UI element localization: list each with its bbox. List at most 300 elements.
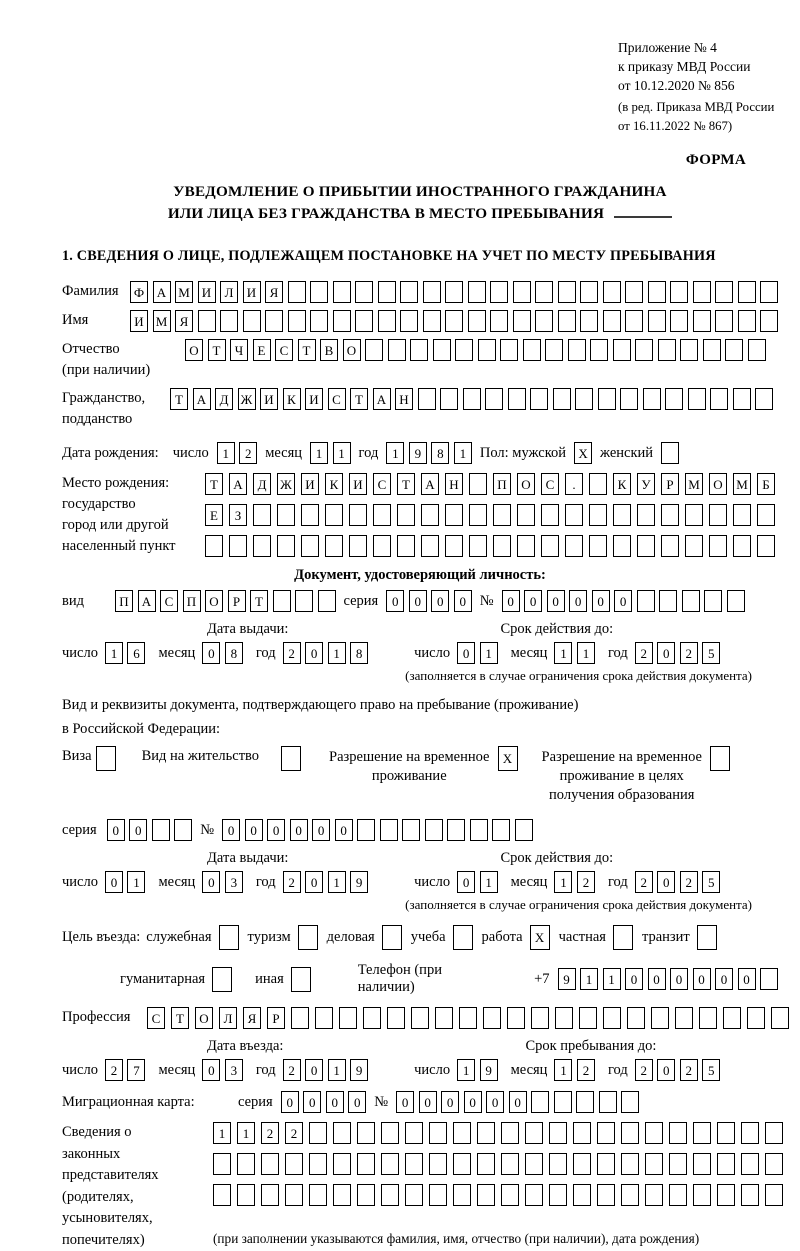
char-cell[interactable]: 0 xyxy=(202,871,220,893)
char-cell[interactable]: 9 xyxy=(558,968,576,990)
char-cell[interactable]: И xyxy=(301,473,319,495)
char-cell[interactable] xyxy=(580,281,598,303)
char-cell[interactable] xyxy=(703,339,721,361)
char-cell[interactable]: С xyxy=(160,590,178,612)
char-cell[interactable]: 1 xyxy=(580,968,598,990)
char-cell[interactable] xyxy=(501,1153,519,1175)
char-cell[interactable] xyxy=(613,535,631,557)
char-cell[interactable] xyxy=(357,1122,375,1144)
birthplace-row1-input[interactable] xyxy=(205,473,775,495)
char-cell[interactable] xyxy=(597,1184,615,1206)
char-cell[interactable]: Т xyxy=(250,590,268,612)
char-cell[interactable]: X xyxy=(530,925,550,950)
char-cell[interactable] xyxy=(459,1007,477,1029)
char-cell[interactable] xyxy=(349,504,367,526)
char-cell[interactable] xyxy=(285,1153,303,1175)
char-cell[interactable] xyxy=(643,388,661,410)
char-cell[interactable] xyxy=(693,1184,711,1206)
char-cell[interactable] xyxy=(373,535,391,557)
char-cell[interactable] xyxy=(565,504,583,526)
char-cell[interactable] xyxy=(717,1122,735,1144)
char-cell[interactable] xyxy=(381,1184,399,1206)
char-cell[interactable] xyxy=(357,1153,375,1175)
char-cell[interactable] xyxy=(680,339,698,361)
char-cell[interactable] xyxy=(590,339,608,361)
resdoc-valid-year-input[interactable] xyxy=(635,871,721,893)
migration-number-input[interactable] xyxy=(396,1091,639,1113)
citizenship-input[interactable] xyxy=(170,388,773,410)
char-cell[interactable]: Н xyxy=(445,473,463,495)
char-cell[interactable] xyxy=(493,504,511,526)
char-cell[interactable]: Р xyxy=(661,473,679,495)
char-cell[interactable] xyxy=(429,1184,447,1206)
char-cell[interactable]: Р xyxy=(267,1007,285,1029)
char-cell[interactable]: 2 xyxy=(239,442,257,464)
char-cell[interactable]: 2 xyxy=(577,871,595,893)
char-cell[interactable] xyxy=(429,1153,447,1175)
char-cell[interactable]: 0 xyxy=(715,968,733,990)
char-cell[interactable]: 0 xyxy=(441,1091,459,1113)
char-cell[interactable]: Т xyxy=(170,388,188,410)
char-cell[interactable]: Е xyxy=(205,504,223,526)
char-cell[interactable] xyxy=(658,339,676,361)
char-cell[interactable] xyxy=(410,339,428,361)
char-cell[interactable]: 1 xyxy=(105,642,123,664)
char-cell[interactable]: 1 xyxy=(480,871,498,893)
char-cell[interactable] xyxy=(380,819,398,841)
char-cell[interactable]: О xyxy=(195,1007,213,1029)
char-cell[interactable] xyxy=(333,1122,351,1144)
char-cell[interactable] xyxy=(531,1091,549,1113)
char-cell[interactable]: М xyxy=(733,473,751,495)
char-cell[interactable]: В xyxy=(320,339,338,361)
char-cell[interactable] xyxy=(579,1007,597,1029)
char-cell[interactable] xyxy=(400,310,418,332)
char-cell[interactable]: 0 xyxy=(657,642,675,664)
char-cell[interactable] xyxy=(513,281,531,303)
char-cell[interactable] xyxy=(357,1184,375,1206)
char-cell[interactable]: К xyxy=(325,473,343,495)
char-cell[interactable]: 0 xyxy=(625,968,643,990)
char-cell[interactable] xyxy=(661,535,679,557)
char-cell[interactable] xyxy=(670,310,688,332)
char-cell[interactable] xyxy=(613,339,631,361)
char-cell[interactable] xyxy=(219,925,239,950)
char-cell[interactable] xyxy=(318,590,336,612)
char-cell[interactable] xyxy=(621,1091,639,1113)
char-cell[interactable] xyxy=(507,1007,525,1029)
char-cell[interactable] xyxy=(558,310,576,332)
char-cell[interactable]: 0 xyxy=(305,871,323,893)
char-cell[interactable]: Т xyxy=(171,1007,189,1029)
char-cell[interactable]: 0 xyxy=(657,871,675,893)
valid-day-input[interactable] xyxy=(457,642,498,664)
char-cell[interactable]: А xyxy=(421,473,439,495)
char-cell[interactable]: 0 xyxy=(657,1059,675,1081)
char-cell[interactable] xyxy=(554,1091,572,1113)
birth-year-input[interactable] xyxy=(386,442,472,464)
char-cell[interactable]: 1 xyxy=(480,642,498,664)
char-cell[interactable] xyxy=(333,1184,351,1206)
char-cell[interactable] xyxy=(627,1007,645,1029)
char-cell[interactable]: А xyxy=(229,473,247,495)
entry-day-input[interactable] xyxy=(105,1059,146,1081)
char-cell[interactable]: У xyxy=(637,473,655,495)
char-cell[interactable]: И xyxy=(260,388,278,410)
char-cell[interactable]: О xyxy=(185,339,203,361)
issue-year-input[interactable] xyxy=(283,642,369,664)
char-cell[interactable]: 0 xyxy=(454,590,472,612)
char-cell[interactable]: 0 xyxy=(457,642,475,664)
char-cell[interactable] xyxy=(669,1153,687,1175)
char-cell[interactable] xyxy=(697,925,717,950)
char-cell[interactable] xyxy=(580,310,598,332)
phone-input[interactable] xyxy=(558,968,779,990)
sex-female-checkbox[interactable] xyxy=(661,442,679,464)
char-cell[interactable]: И xyxy=(130,310,148,332)
representatives-row3-input[interactable] xyxy=(213,1184,783,1206)
char-cell[interactable] xyxy=(492,819,510,841)
char-cell[interactable]: А xyxy=(138,590,156,612)
char-cell[interactable] xyxy=(553,388,571,410)
doc-number-input[interactable] xyxy=(502,590,745,612)
char-cell[interactable] xyxy=(757,504,775,526)
purpose-transit-checkbox[interactable] xyxy=(697,925,717,950)
char-cell[interactable]: О xyxy=(205,590,223,612)
char-cell[interactable] xyxy=(710,746,730,771)
char-cell[interactable]: 1 xyxy=(554,1059,572,1081)
char-cell[interactable]: 0 xyxy=(303,1091,321,1113)
char-cell[interactable]: Т xyxy=(298,339,316,361)
char-cell[interactable]: 1 xyxy=(328,1059,346,1081)
char-cell[interactable] xyxy=(747,1007,765,1029)
char-cell[interactable] xyxy=(598,388,616,410)
char-cell[interactable] xyxy=(387,1007,405,1029)
char-cell[interactable]: 0 xyxy=(335,819,353,841)
char-cell[interactable] xyxy=(453,1122,471,1144)
char-cell[interactable] xyxy=(755,388,773,410)
char-cell[interactable]: Ж xyxy=(238,388,256,410)
char-cell[interactable]: П xyxy=(493,473,511,495)
char-cell[interactable]: Ф xyxy=(130,281,148,303)
char-cell[interactable] xyxy=(685,504,703,526)
char-cell[interactable]: 0 xyxy=(569,590,587,612)
char-cell[interactable] xyxy=(501,1184,519,1206)
char-cell[interactable]: 1 xyxy=(328,871,346,893)
visa-checkbox[interactable] xyxy=(96,746,116,771)
char-cell[interactable] xyxy=(381,1122,399,1144)
char-cell[interactable] xyxy=(397,504,415,526)
char-cell[interactable] xyxy=(253,535,271,557)
char-cell[interactable]: 0 xyxy=(107,819,125,841)
char-cell[interactable] xyxy=(435,1007,453,1029)
char-cell[interactable] xyxy=(378,310,396,332)
char-cell[interactable]: А xyxy=(153,281,171,303)
char-cell[interactable]: 0 xyxy=(524,590,542,612)
char-cell[interactable] xyxy=(365,339,383,361)
char-cell[interactable] xyxy=(445,535,463,557)
char-cell[interactable] xyxy=(733,388,751,410)
char-cell[interactable]: Т xyxy=(350,388,368,410)
char-cell[interactable]: 9 xyxy=(350,871,368,893)
char-cell[interactable]: 1 xyxy=(213,1122,231,1144)
char-cell[interactable] xyxy=(575,388,593,410)
purpose-study-checkbox[interactable] xyxy=(453,925,473,950)
char-cell[interactable] xyxy=(693,1122,711,1144)
char-cell[interactable] xyxy=(648,310,666,332)
char-cell[interactable] xyxy=(421,504,439,526)
char-cell[interactable] xyxy=(760,310,778,332)
char-cell[interactable] xyxy=(523,339,541,361)
char-cell[interactable]: Б xyxy=(757,473,775,495)
char-cell[interactable] xyxy=(723,1007,741,1029)
char-cell[interactable]: И xyxy=(305,388,323,410)
char-cell[interactable] xyxy=(709,535,727,557)
edu-residence-checkbox[interactable] xyxy=(710,746,730,771)
char-cell[interactable]: X xyxy=(498,746,518,771)
char-cell[interactable] xyxy=(261,1184,279,1206)
char-cell[interactable] xyxy=(373,504,391,526)
char-cell[interactable]: 0 xyxy=(245,819,263,841)
char-cell[interactable]: 0 xyxy=(222,819,240,841)
char-cell[interactable]: Ч xyxy=(230,339,248,361)
char-cell[interactable]: 0 xyxy=(693,968,711,990)
char-cell[interactable]: X xyxy=(574,442,592,464)
char-cell[interactable]: 0 xyxy=(486,1091,504,1113)
char-cell[interactable]: Н xyxy=(395,388,413,410)
char-cell[interactable]: 5 xyxy=(702,871,720,893)
stay-month-input[interactable] xyxy=(554,1059,595,1081)
char-cell[interactable] xyxy=(213,1184,231,1206)
char-cell[interactable]: 0 xyxy=(305,642,323,664)
doc-kind-input[interactable] xyxy=(115,590,336,612)
issue-month-input[interactable] xyxy=(202,642,243,664)
char-cell[interactable]: 0 xyxy=(648,968,666,990)
char-cell[interactable] xyxy=(411,1007,429,1029)
char-cell[interactable] xyxy=(198,310,216,332)
char-cell[interactable] xyxy=(468,281,486,303)
char-cell[interactable]: 1 xyxy=(457,1059,475,1081)
char-cell[interactable] xyxy=(357,819,375,841)
char-cell[interactable] xyxy=(635,339,653,361)
char-cell[interactable] xyxy=(285,1184,303,1206)
char-cell[interactable] xyxy=(733,504,751,526)
char-cell[interactable] xyxy=(493,535,511,557)
char-cell[interactable] xyxy=(301,535,319,557)
char-cell[interactable] xyxy=(685,535,703,557)
char-cell[interactable] xyxy=(513,310,531,332)
char-cell[interactable] xyxy=(757,535,775,557)
char-cell[interactable] xyxy=(273,590,291,612)
stay-day-input[interactable] xyxy=(457,1059,498,1081)
char-cell[interactable]: С xyxy=(275,339,293,361)
char-cell[interactable] xyxy=(501,1122,519,1144)
surname-input[interactable] xyxy=(130,281,778,303)
char-cell[interactable]: Е xyxy=(253,339,271,361)
char-cell[interactable] xyxy=(545,339,563,361)
char-cell[interactable] xyxy=(597,1122,615,1144)
char-cell[interactable]: Я xyxy=(243,1007,261,1029)
char-cell[interactable]: 0 xyxy=(547,590,565,612)
char-cell[interactable] xyxy=(597,1153,615,1175)
char-cell[interactable]: 0 xyxy=(312,819,330,841)
char-cell[interactable] xyxy=(243,310,261,332)
char-cell[interactable]: К xyxy=(613,473,631,495)
char-cell[interactable]: З xyxy=(229,504,247,526)
char-cell[interactable] xyxy=(625,310,643,332)
char-cell[interactable] xyxy=(253,504,271,526)
char-cell[interactable]: 2 xyxy=(680,1059,698,1081)
char-cell[interactable]: 1 xyxy=(237,1122,255,1144)
char-cell[interactable] xyxy=(613,925,633,950)
char-cell[interactable] xyxy=(661,442,679,464)
char-cell[interactable] xyxy=(525,1122,543,1144)
char-cell[interactable] xyxy=(558,281,576,303)
char-cell[interactable]: 0 xyxy=(592,590,610,612)
valid-year-input[interactable] xyxy=(635,642,721,664)
char-cell[interactable]: И xyxy=(349,473,367,495)
char-cell[interactable] xyxy=(277,504,295,526)
char-cell[interactable] xyxy=(309,1122,327,1144)
char-cell[interactable] xyxy=(651,1007,669,1029)
char-cell[interactable]: 0 xyxy=(509,1091,527,1113)
char-cell[interactable]: 1 xyxy=(328,642,346,664)
char-cell[interactable]: 2 xyxy=(635,642,653,664)
char-cell[interactable] xyxy=(237,1184,255,1206)
purpose-business-checkbox[interactable] xyxy=(219,925,239,950)
char-cell[interactable] xyxy=(565,535,583,557)
purpose-other-checkbox[interactable] xyxy=(291,967,311,992)
char-cell[interactable] xyxy=(613,504,631,526)
char-cell[interactable]: М xyxy=(175,281,193,303)
char-cell[interactable]: Л xyxy=(220,281,238,303)
char-cell[interactable] xyxy=(478,339,496,361)
char-cell[interactable]: К xyxy=(283,388,301,410)
char-cell[interactable]: 0 xyxy=(129,819,147,841)
char-cell[interactable]: Я xyxy=(175,310,193,332)
char-cell[interactable]: И xyxy=(243,281,261,303)
char-cell[interactable] xyxy=(96,746,116,771)
char-cell[interactable]: О xyxy=(343,339,361,361)
char-cell[interactable]: . xyxy=(565,473,583,495)
char-cell[interactable] xyxy=(738,310,756,332)
char-cell[interactable] xyxy=(760,968,778,990)
char-cell[interactable] xyxy=(603,281,621,303)
char-cell[interactable] xyxy=(405,1153,423,1175)
char-cell[interactable] xyxy=(298,925,318,950)
char-cell[interactable] xyxy=(349,535,367,557)
migration-series-input[interactable] xyxy=(281,1091,367,1113)
purpose-commercial-checkbox[interactable] xyxy=(382,925,402,950)
char-cell[interactable] xyxy=(325,535,343,557)
valid-month-input[interactable] xyxy=(554,642,595,664)
char-cell[interactable]: 2 xyxy=(635,1059,653,1081)
char-cell[interactable]: 2 xyxy=(577,1059,595,1081)
char-cell[interactable]: А xyxy=(373,388,391,410)
char-cell[interactable] xyxy=(433,339,451,361)
char-cell[interactable] xyxy=(339,1007,357,1029)
char-cell[interactable]: 2 xyxy=(283,642,301,664)
char-cell[interactable] xyxy=(637,590,655,612)
char-cell[interactable] xyxy=(423,281,441,303)
char-cell[interactable]: М xyxy=(153,310,171,332)
char-cell[interactable] xyxy=(549,1184,567,1206)
char-cell[interactable]: 2 xyxy=(283,871,301,893)
char-cell[interactable]: 1 xyxy=(386,442,404,464)
char-cell[interactable]: 0 xyxy=(281,1091,299,1113)
char-cell[interactable]: 0 xyxy=(386,590,404,612)
char-cell[interactable] xyxy=(517,504,535,526)
char-cell[interactable] xyxy=(500,339,518,361)
char-cell[interactable] xyxy=(310,281,328,303)
char-cell[interactable] xyxy=(648,281,666,303)
char-cell[interactable]: 0 xyxy=(502,590,520,612)
char-cell[interactable]: 1 xyxy=(310,442,328,464)
char-cell[interactable] xyxy=(315,1007,333,1029)
char-cell[interactable] xyxy=(741,1122,759,1144)
char-cell[interactable]: Л xyxy=(219,1007,237,1029)
char-cell[interactable] xyxy=(670,281,688,303)
char-cell[interactable] xyxy=(397,535,415,557)
char-cell[interactable]: 1 xyxy=(454,442,472,464)
char-cell[interactable]: 2 xyxy=(261,1122,279,1144)
char-cell[interactable] xyxy=(669,1184,687,1206)
char-cell[interactable]: 0 xyxy=(202,642,220,664)
char-cell[interactable] xyxy=(469,504,487,526)
char-cell[interactable] xyxy=(378,281,396,303)
char-cell[interactable] xyxy=(418,388,436,410)
char-cell[interactable] xyxy=(710,388,728,410)
char-cell[interactable] xyxy=(301,504,319,526)
char-cell[interactable] xyxy=(765,1153,783,1175)
char-cell[interactable] xyxy=(535,281,553,303)
char-cell[interactable] xyxy=(174,819,192,841)
char-cell[interactable]: 2 xyxy=(680,642,698,664)
char-cell[interactable] xyxy=(659,590,677,612)
char-cell[interactable] xyxy=(453,925,473,950)
sex-male-checkbox[interactable] xyxy=(574,442,592,464)
char-cell[interactable] xyxy=(483,1007,501,1029)
char-cell[interactable]: 0 xyxy=(409,590,427,612)
char-cell[interactable]: 8 xyxy=(225,642,243,664)
char-cell[interactable] xyxy=(463,388,481,410)
doc-series-input[interactable] xyxy=(386,590,472,612)
char-cell[interactable] xyxy=(229,535,247,557)
char-cell[interactable] xyxy=(717,1153,735,1175)
char-cell[interactable]: 2 xyxy=(635,871,653,893)
char-cell[interactable] xyxy=(589,473,607,495)
char-cell[interactable] xyxy=(205,535,223,557)
patronymic-input[interactable] xyxy=(185,339,766,361)
resdoc-issue-day-input[interactable] xyxy=(105,871,146,893)
char-cell[interactable]: Т xyxy=(208,339,226,361)
char-cell[interactable]: 0 xyxy=(326,1091,344,1113)
char-cell[interactable] xyxy=(738,281,756,303)
char-cell[interactable] xyxy=(517,535,535,557)
char-cell[interactable]: 1 xyxy=(127,871,145,893)
char-cell[interactable]: С xyxy=(328,388,346,410)
char-cell[interactable] xyxy=(382,925,402,950)
char-cell[interactable] xyxy=(669,1122,687,1144)
char-cell[interactable]: 5 xyxy=(702,642,720,664)
char-cell[interactable]: М xyxy=(685,473,703,495)
residence-permit-checkbox[interactable] xyxy=(281,746,301,771)
char-cell[interactable] xyxy=(637,535,655,557)
char-cell[interactable] xyxy=(530,388,548,410)
char-cell[interactable] xyxy=(541,504,559,526)
char-cell[interactable] xyxy=(490,281,508,303)
char-cell[interactable] xyxy=(573,1184,591,1206)
